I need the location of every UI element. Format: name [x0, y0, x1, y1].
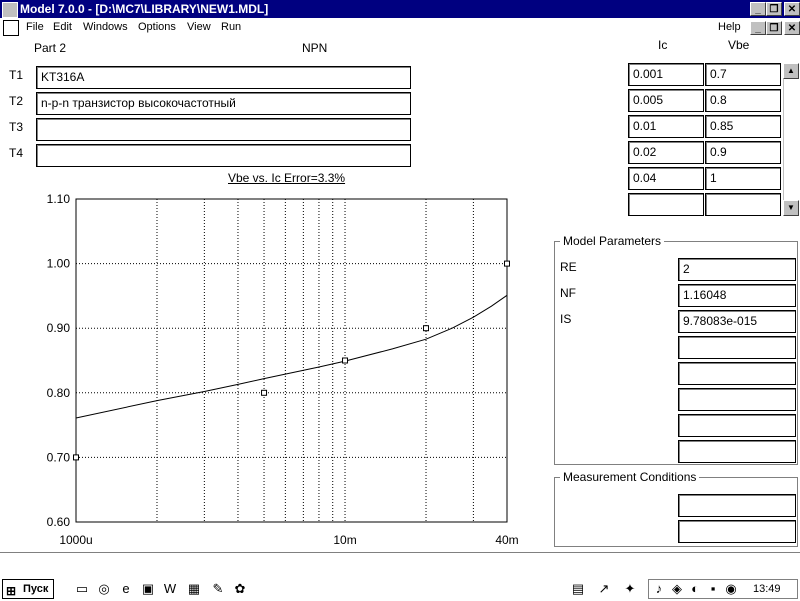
tray-icon-5[interactable]: ◉	[725, 581, 737, 596]
x-tick-label: 10m	[333, 533, 357, 547]
minimize-button[interactable]: _	[750, 2, 766, 16]
y-tick-label: 1.00	[46, 256, 70, 271]
x-tick-label: 1000u	[59, 533, 93, 547]
app-icon[interactable]	[2, 2, 18, 18]
param-value-8[interactable]	[678, 440, 796, 463]
window-icon[interactable]: ▭	[75, 581, 89, 596]
system-tray	[648, 579, 798, 599]
param-name-1: RE	[560, 260, 577, 274]
t3-input[interactable]	[36, 118, 411, 141]
y-tick-label: 0.80	[46, 385, 70, 400]
measured-point	[424, 326, 429, 331]
model-parameters-title: Model Parameters	[560, 234, 664, 248]
doc-minimize-button[interactable]: _	[750, 21, 766, 35]
measurement-value-2[interactable]	[678, 520, 796, 543]
ic-cell-1[interactable]: 0.001	[628, 63, 704, 86]
start-button[interactable]	[2, 579, 54, 599]
chart-grid-y	[76, 199, 507, 522]
x-axis-labels	[59, 533, 518, 547]
measured-point	[74, 455, 79, 460]
ic-cell-2[interactable]: 0.005	[628, 89, 704, 112]
vbe-cell-4[interactable]: 0.9	[705, 141, 781, 164]
menu-windows[interactable]: Windows	[83, 21, 128, 33]
measured-points	[74, 261, 510, 460]
doc-close-button[interactable]: ✕	[784, 21, 800, 35]
ic-cell-3[interactable]: 0.01	[628, 115, 704, 138]
model-curve-line	[76, 295, 507, 418]
browser-icon[interactable]: e	[122, 581, 130, 596]
tray-tool-icon[interactable]: ↗	[598, 581, 610, 596]
window-title: Model 7.0.0 - [D:\MC7\LIBRARY\NEW1.MDL]	[20, 2, 269, 16]
param-value-7[interactable]	[678, 414, 796, 437]
tray-icon-3[interactable]: ◐	[691, 581, 699, 596]
paint-icon[interactable]: ✿	[234, 581, 246, 596]
y-tick-label: 0.60	[46, 515, 70, 529]
param-value-6[interactable]	[678, 388, 796, 411]
menu-edit[interactable]: Edit	[53, 21, 72, 33]
menu-file[interactable]: File	[26, 21, 44, 33]
word-icon[interactable]: W	[163, 581, 177, 596]
param-value-4[interactable]	[678, 336, 796, 359]
menu-run[interactable]: Run	[221, 21, 242, 33]
ic-cell-4[interactable]: 0.02	[628, 141, 704, 164]
edit-icon[interactable]: ✎	[212, 581, 224, 596]
close-button[interactable]: ✕	[784, 2, 800, 16]
t1-input[interactable]: KT316A	[36, 66, 411, 89]
part-label: Part 2	[34, 41, 67, 55]
tray-icon-2[interactable]: ◈	[672, 581, 682, 596]
vbe-cell-1[interactable]: 0.7	[705, 63, 781, 86]
network-icon[interactable]: ◎	[98, 581, 110, 596]
t4-label: T4	[9, 146, 24, 160]
menu-bar	[0, 18, 800, 38]
part-type: NPN	[302, 41, 328, 55]
param-value-5[interactable]	[678, 362, 796, 385]
desktop-icon[interactable]: ▤	[571, 581, 585, 596]
param-value-3[interactable]: 9.78083e-015	[678, 310, 796, 333]
t4-input[interactable]	[36, 144, 411, 167]
status-separator	[0, 552, 800, 553]
t3-label: T3	[9, 120, 24, 134]
ic-cell-6[interactable]	[628, 193, 704, 216]
start-label: Пуск	[23, 583, 49, 595]
y-axis-labels	[47, 192, 71, 529]
param-name-2: NF	[560, 286, 576, 300]
tray-icon-4[interactable]: ▪	[710, 581, 716, 596]
t2-label: T2	[9, 94, 24, 108]
param-value-2[interactable]: 1.16048	[678, 284, 796, 307]
param-name-3: IS	[560, 312, 572, 326]
x-tick-label: 40m	[495, 533, 519, 547]
chart-title: Vbe vs. Ic Error=3.3%	[228, 171, 346, 185]
ic-header: Ic	[658, 38, 668, 52]
vbe-cell-6[interactable]	[705, 193, 781, 216]
t2-input[interactable]: n-p-n транзистор высокочастотный	[36, 92, 411, 115]
measured-point	[262, 390, 267, 395]
folder-icon[interactable]: ▣	[141, 581, 155, 596]
vbe-cell-2[interactable]: 0.8	[705, 89, 781, 112]
t1-label: T1	[9, 68, 24, 82]
vbe-header: Vbe	[728, 38, 750, 52]
vbe-ic-chart	[0, 186, 540, 550]
restore-button[interactable]: ❐	[766, 2, 782, 16]
ic-cell-5[interactable]: 0.04	[628, 167, 704, 190]
y-tick-label: 1.10	[46, 192, 70, 206]
speaker-icon[interactable]: ♪	[655, 581, 663, 596]
measurement-conditions-title: Measurement Conditions	[560, 470, 699, 484]
document-icon[interactable]	[3, 20, 19, 36]
scroll-up-button[interactable]: ▲	[783, 63, 799, 79]
measured-point	[505, 261, 510, 266]
calc-icon[interactable]: ▦	[187, 581, 201, 596]
windows-logo-icon: ⊞	[6, 584, 17, 598]
measurement-value-1[interactable]	[678, 494, 796, 517]
measured-point	[343, 358, 348, 363]
vbe-cell-5[interactable]: 1	[705, 167, 781, 190]
tray-util-icon[interactable]: ✦	[624, 581, 636, 596]
scroll-down-button[interactable]: ▼	[783, 200, 799, 216]
table-scrollbar[interactable]	[783, 63, 799, 216]
menu-help[interactable]: Help	[718, 21, 741, 33]
chart-grid-x	[157, 199, 473, 522]
param-value-1[interactable]: 2	[678, 258, 796, 281]
y-tick-label: 0.70	[46, 450, 70, 465]
title-bar	[0, 0, 800, 18]
y-tick-label: 0.90	[46, 321, 70, 336]
menu-options[interactable]: Options	[138, 21, 176, 33]
taskbar	[0, 576, 800, 601]
vbe-cell-3[interactable]: 0.85	[705, 115, 781, 138]
doc-restore-button[interactable]: ❐	[766, 21, 782, 35]
plot-frame	[76, 199, 507, 522]
clock: 13:49	[753, 583, 781, 595]
menu-view[interactable]: View	[187, 21, 211, 33]
